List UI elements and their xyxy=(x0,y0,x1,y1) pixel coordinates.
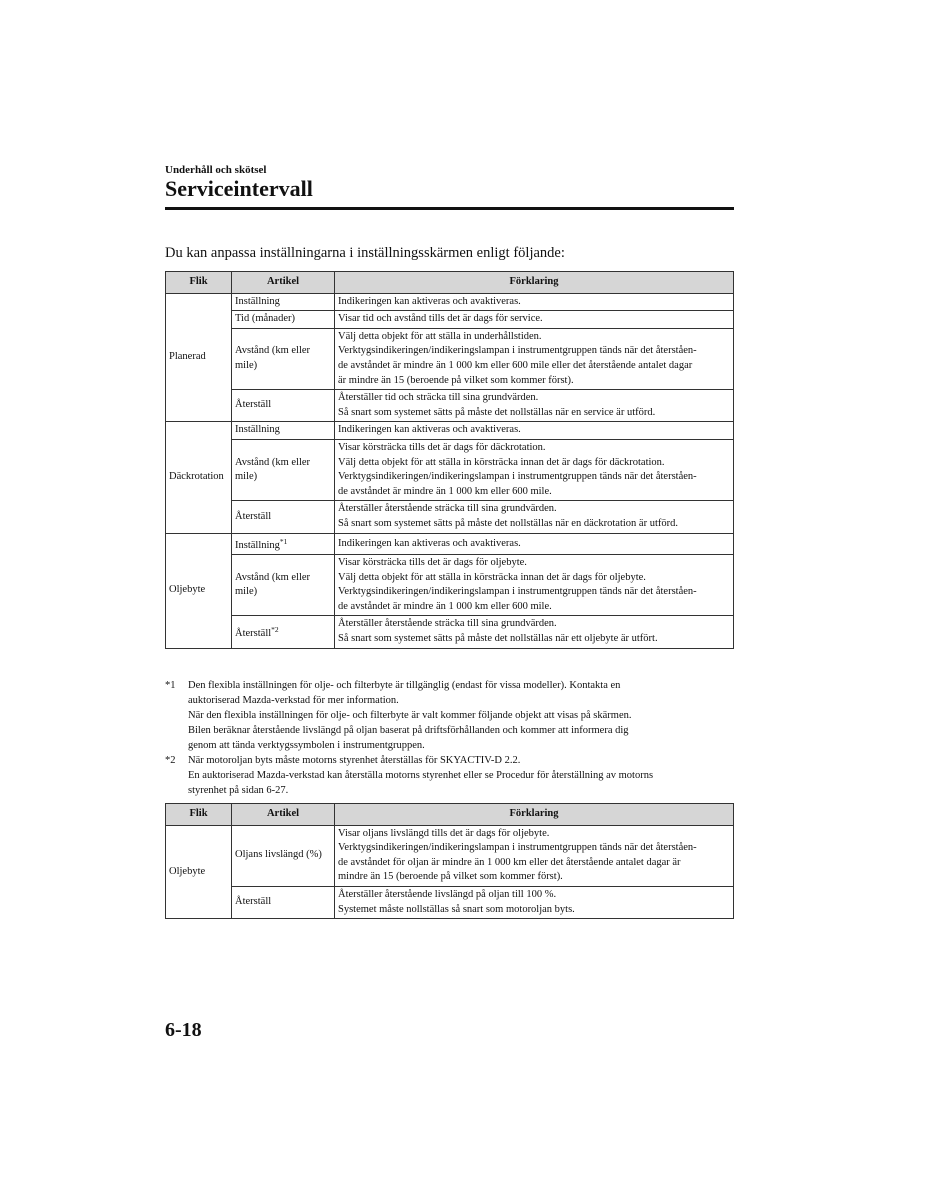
table-row xyxy=(166,422,734,440)
artikel-label: Återställ xyxy=(235,896,272,908)
forklaring-cell xyxy=(335,501,734,533)
table-header-row xyxy=(166,272,734,294)
forklaring-cell xyxy=(335,555,734,616)
forklaring-line: Systemet måste nollställas så snart som motoroljan byts. xyxy=(338,903,575,915)
header-forklaring: Förklaring xyxy=(335,272,734,294)
table-row xyxy=(166,390,734,422)
artikel-label: Inställning xyxy=(235,295,280,307)
artikel-cell xyxy=(232,616,335,648)
forklaring-line: Indikeringen kan aktiveras och avaktiveras. xyxy=(338,424,521,436)
forklaring-line: Visar tid och avstånd tills det är dags för service. xyxy=(338,313,543,325)
forklaring-line: Indikeringen kan aktiveras och avaktiveras. xyxy=(338,295,521,307)
forklaring-line: Återställer återstående sträcka till sina grundvärden. xyxy=(338,618,557,630)
page-title: Serviceintervall xyxy=(165,176,313,201)
flik-cell: Däckrotation xyxy=(166,422,232,533)
artikel-cell xyxy=(232,293,335,311)
forklaring-line: Visar körsträcka tills det är dags för oljebyte. xyxy=(338,557,527,569)
artikel-label: Oljans livslängd (%) xyxy=(235,849,322,861)
artikel-cell xyxy=(232,501,335,533)
settings-table xyxy=(165,271,734,649)
artikel-cell xyxy=(232,311,335,329)
forklaring-line: Återställer återstående livslängd på oljan till 100 %. xyxy=(338,888,557,900)
forklaring-line: Visar körsträcka tills det är dags för däckrotation. xyxy=(338,441,546,453)
table-row xyxy=(166,533,734,555)
flik-cell: Oljebyte xyxy=(166,825,232,919)
forklaring-line: Visar oljans livslängd tills det är dags för oljebyte. xyxy=(338,827,550,839)
artikel-cell xyxy=(232,555,335,616)
table-row xyxy=(166,616,734,648)
forklaring-line: Verktygsindikeringen/indikeringslampan i instrumentgruppen tänds när det återståen- xyxy=(338,345,697,357)
table-row xyxy=(166,311,734,329)
artikel-label: Återställ xyxy=(235,627,272,639)
forklaring-cell xyxy=(335,825,734,886)
footnote-line: Bilen beräknar återstående livslängd på oljan baserat på driftsförhållanden och kommer att informera dig xyxy=(188,725,629,736)
artikel-label: Avstånd (km eller mile) xyxy=(235,571,311,598)
footnote xyxy=(165,678,740,753)
table-row xyxy=(166,439,734,500)
page-number: 6-18 xyxy=(165,1019,202,1041)
forklaring-cell xyxy=(335,293,734,311)
footnote-line: styrenhet på sidan 6-27. xyxy=(188,785,289,796)
footnote-line: När motoroljan byts måste motorns styrenhet återställas för SKYACTIV-D 2.2. xyxy=(188,755,521,766)
section-label: Underhåll och skötsel xyxy=(165,164,267,176)
flik-cell: Planerad xyxy=(166,293,232,422)
footnote-line: auktoriserad Mazda-verkstad för mer information. xyxy=(188,695,399,706)
artikel-cell xyxy=(232,533,335,555)
forklaring-cell xyxy=(335,390,734,422)
footnote xyxy=(165,753,740,798)
artikel-label: Tid (månader) xyxy=(235,313,295,325)
artikel-label: Inställning xyxy=(235,539,280,551)
forklaring-cell xyxy=(335,311,734,329)
table-row xyxy=(166,501,734,533)
footnote-line: genom att tända verktygssymbolen i instrumentgruppen. xyxy=(188,740,425,751)
forklaring-line: Verktygsindikeringen/indikeringslampan i instrumentgruppen tänds när det återståen- xyxy=(338,586,697,598)
artikel-cell xyxy=(232,886,335,918)
forklaring-cell xyxy=(335,533,734,555)
forklaring-line: de avståndet är mindre än 1 000 km eller 600 mile. xyxy=(338,485,552,497)
artikel-cell xyxy=(232,439,335,500)
forklaring-cell xyxy=(335,439,734,500)
artikel-label: Avstånd (km eller mile) xyxy=(235,456,311,483)
forklaring-line: Indikeringen kan aktiveras och avaktiveras. xyxy=(338,537,521,549)
footnote-ref: *1 xyxy=(279,536,288,546)
header-artikel: Artikel xyxy=(232,272,335,294)
footnotes xyxy=(165,678,740,798)
header-forklaring: Förklaring xyxy=(335,804,734,826)
flik-cell: Oljebyte xyxy=(166,533,232,648)
table-row xyxy=(166,825,734,886)
footnote-ref: *2 xyxy=(271,624,279,634)
forklaring-line: Återställer tid och sträcka till sina grundvärden. xyxy=(338,392,539,404)
footnote-mark: *2 xyxy=(165,755,176,766)
artikel-cell xyxy=(232,328,335,389)
forklaring-line: Så snart som systemet sätts på måste det nollställas när en däckrotation är utförd. xyxy=(338,517,678,529)
footnote-line: När den flexibla inställningen för olje- och filterbyte är valt kommer följande objekt att visas på skärmen. xyxy=(188,710,632,721)
forklaring-line: Välj detta objekt för att ställa in underhållstiden. xyxy=(338,330,542,342)
forklaring-cell xyxy=(335,422,734,440)
artikel-cell xyxy=(232,825,335,886)
forklaring-line: Återställer återstående sträcka till sina grundvärden. xyxy=(338,503,557,515)
artikel-label: Återställ xyxy=(235,510,272,522)
forklaring-line: Välj detta objekt för att ställa in körsträcka innan det är dags för oljebyte. xyxy=(338,571,646,583)
forklaring-cell xyxy=(335,616,734,648)
forklaring-line: mindre än 15 (beroende på vilket som kommer först). xyxy=(338,871,563,883)
footnote-line: En auktoriserad Mazda-verkstad kan återställa motorns styrenhet eller se Procedur för återställning av motorns xyxy=(188,770,654,781)
footnote-mark: *1 xyxy=(165,680,176,691)
table-row xyxy=(166,886,734,918)
artikel-label: Avstånd (km eller mile) xyxy=(235,345,311,371)
footnote-line: Den flexibla inställningen för olje- och filterbyte är tillgänglig (endast för vissa modeller). Kontakta en xyxy=(188,680,621,691)
table-header-row xyxy=(166,804,734,826)
artikel-label: Inställning xyxy=(235,424,280,436)
forklaring-line: Välj detta objekt för att ställa in körsträcka innan det är dags för däckrotation. xyxy=(338,456,665,468)
artikel-cell xyxy=(232,390,335,422)
forklaring-cell xyxy=(335,886,734,918)
header-artikel: Artikel xyxy=(232,804,335,826)
forklaring-line: Så snart som systemet sätts på måste det nollställas när ett oljebyte är utfört. xyxy=(338,633,658,645)
forklaring-line: Så snart som systemet sätts på måste det nollställas när en service är utförd. xyxy=(338,406,656,418)
table-row xyxy=(166,328,734,389)
header-flik: Flik xyxy=(166,804,232,826)
artikel-cell xyxy=(232,422,335,440)
forklaring-line: är mindre än 15 (beroende på vilket som kommer först). xyxy=(338,374,574,386)
table-row xyxy=(166,555,734,616)
forklaring-line: de avståndet är mindre än 1 000 km eller 600 mile eller det återstående antalet dagar xyxy=(338,359,693,371)
forklaring-line: de avståndet för oljan är mindre än 1 000 km eller det återstående antalet dagar är xyxy=(338,856,681,868)
title-rule xyxy=(165,207,734,210)
forklaring-line: Verktygsindikeringen/indikeringslampan i instrumentgruppen tänds när det återståen- xyxy=(338,842,697,854)
oil-life-table xyxy=(165,803,734,919)
forklaring-cell xyxy=(335,328,734,389)
artikel-label: Återställ xyxy=(235,399,272,411)
forklaring-line: de avståndet är mindre än 1 000 km eller 600 mile. xyxy=(338,600,552,612)
header-flik: Flik xyxy=(166,272,232,294)
forklaring-line: Verktygsindikeringen/indikeringslampan i instrumentgruppen tänds när det återståen- xyxy=(338,471,697,483)
table-row xyxy=(166,293,734,311)
intro-text: Du kan anpassa inställningarna i inställningsskärmen enligt följande: xyxy=(165,245,565,261)
